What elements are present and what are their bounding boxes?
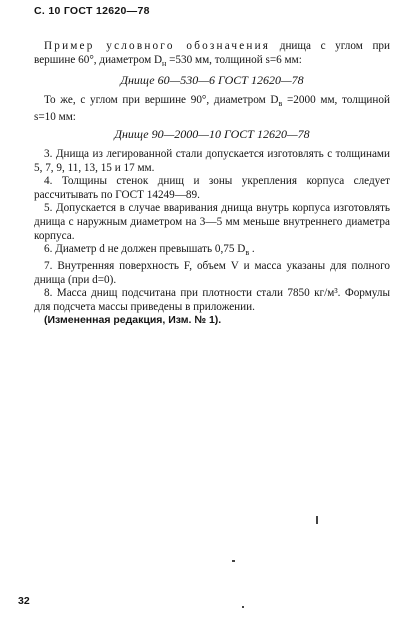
example-paragraph-2 xyxy=(34,94,390,124)
page-number: 32 xyxy=(18,595,30,607)
designation-2: Днище 90—2000—10 ГОСТ 12620—78 xyxy=(114,127,310,142)
scan-mark xyxy=(232,560,235,562)
clause-4: 4. Толщины стенок днищ и зоны укрепления корпуса следует рассчитывать по ГОСТ 14249—89. xyxy=(34,175,390,201)
clause-6-end: . xyxy=(249,243,255,256)
designation-1: Днище 60—530—6 ГОСТ 12620—78 xyxy=(120,73,304,88)
clause-8: 8. Масса днищ подсчитана при плотности стали 7850 кг/м³. Формулы для подсчета массы приведены в приложении. xyxy=(34,287,390,313)
example-text-2: То же, с углом при вершине 90°, диаметром D xyxy=(44,94,279,107)
example-paragraph-1 xyxy=(34,40,390,70)
diameter-subscript-1: н xyxy=(162,58,167,68)
page-header: С. 10 ГОСТ 12620—78 xyxy=(34,5,150,17)
document-body xyxy=(34,40,390,328)
clause-7: 7. Внутренняя поверхность F, объем V и масса указаны для полного днища (при d=0). xyxy=(34,260,390,286)
clause-5: 5. Допускается в случае вваривания днища внутрь корпуса изготовлять днища с наружным диаметром на 3—5 мм меньше внутреннего диаметра корпуса. xyxy=(34,202,390,242)
example-text-2-end: =2000 мм, толщиной s=10 мм: xyxy=(34,94,390,123)
clause-3: 3. Днища из легированной стали допускается изготовлять с толщинами 5, 7, 9, 11, 13, 15 и 17 мм. xyxy=(34,148,390,174)
amendment-note: (Измененная редакция, Изм. № 1). xyxy=(44,314,222,327)
clause-6-text: 6. Диаметр d не должен превышать 0,75 D xyxy=(44,243,246,256)
diameter-subscript-2: в xyxy=(278,99,283,109)
example-text-1-end: =530 мм, толщиной s=6 мм: xyxy=(166,53,302,66)
clause-6 xyxy=(34,243,390,260)
example-heading: Пример условного обозначения xyxy=(44,40,271,52)
scan-mark xyxy=(242,606,244,608)
clause-6-subscript: в xyxy=(245,248,250,258)
example-text-1: днища с углом при вершине 60°, диаметром D xyxy=(34,40,391,66)
scan-mark xyxy=(316,516,318,524)
